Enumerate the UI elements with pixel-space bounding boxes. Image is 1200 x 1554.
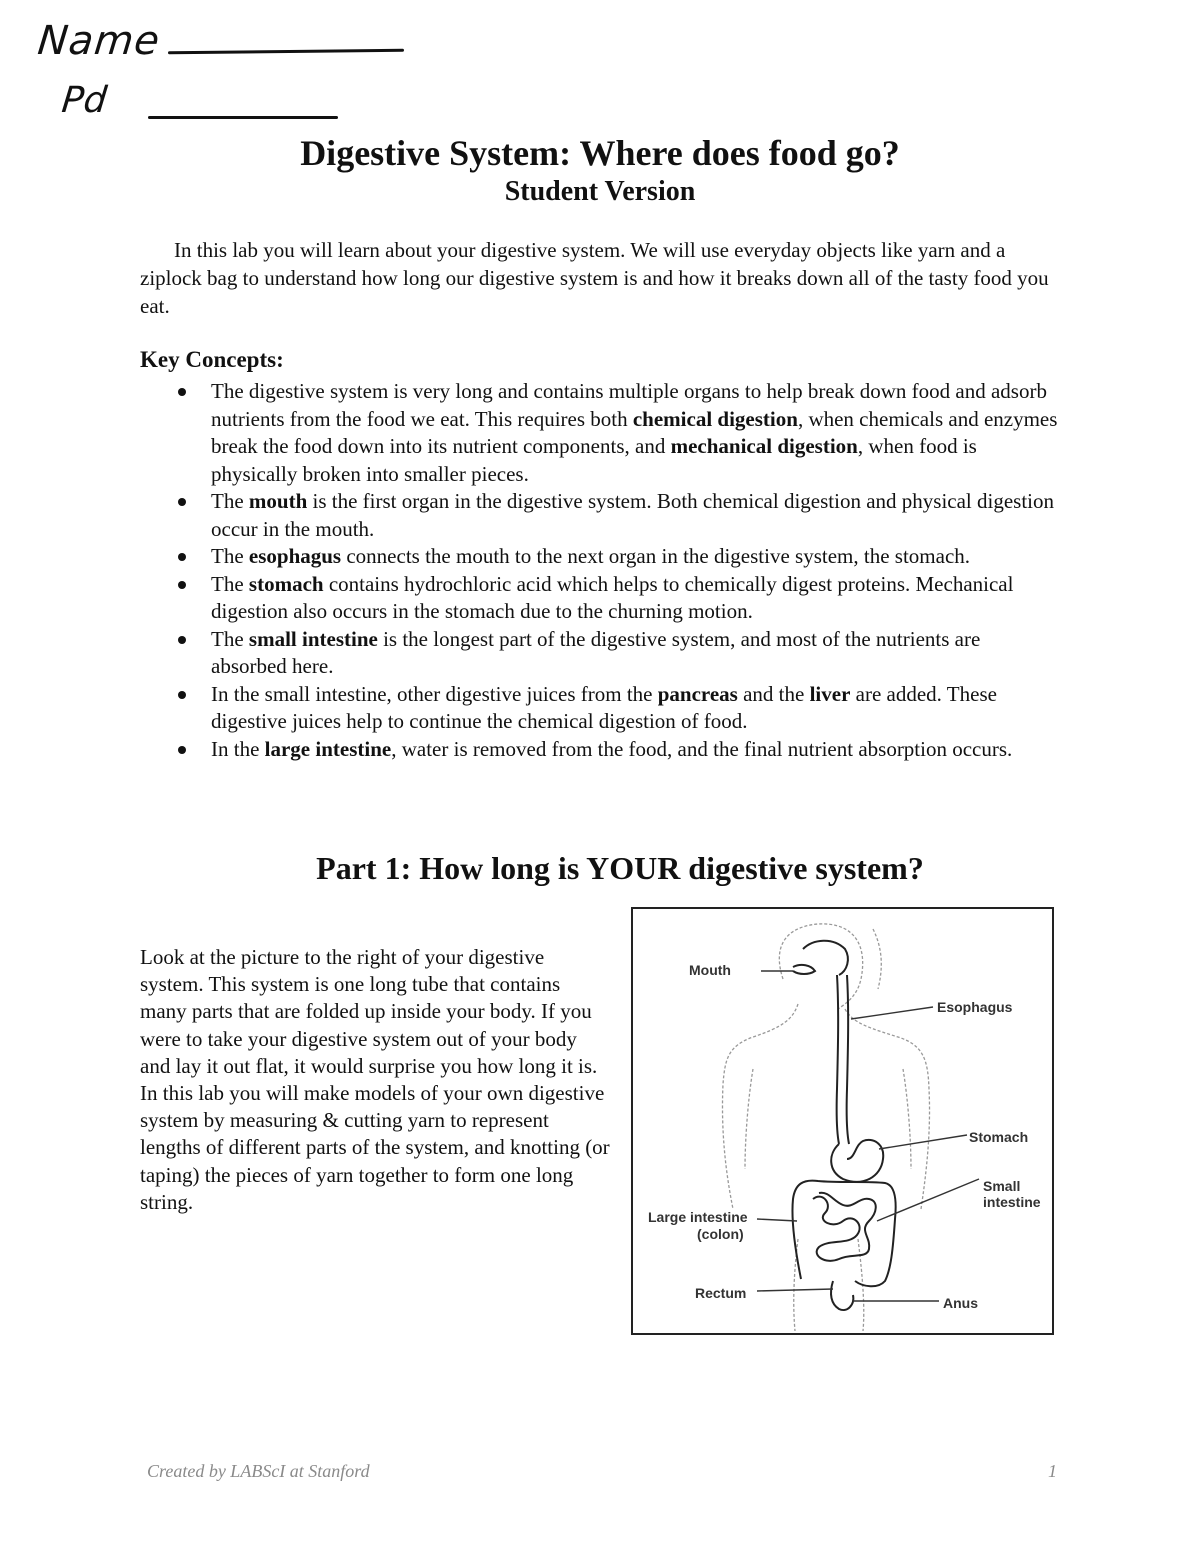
handwritten-name-label: Name — [35, 18, 163, 64]
page-number: 1 — [1048, 1461, 1057, 1481]
head-outline — [779, 924, 862, 1009]
key-concepts-heading: Key Concepts: — [140, 347, 284, 372]
document-title: Digestive System: Where does food go? — [300, 133, 900, 173]
back-outline — [873, 929, 881, 989]
label-large-intestine-line2: (colon) — [697, 1226, 744, 1242]
mouth-shape — [793, 965, 815, 974]
key-term: stomach — [248, 571, 324, 596]
concept-text: are added. These digestive juices help to continue the chemical digestion of food. — [211, 681, 997, 733]
key-term: small intestine — [248, 626, 378, 651]
label-rectum: Rectum — [695, 1285, 747, 1301]
nasal-cavity — [803, 941, 848, 975]
handwritten-period-label: Pd — [59, 80, 109, 121]
concept-text: is the longest part of the digestive system, and most of the nutrients are absorbed here. — [211, 626, 981, 678]
concept-text: In the small intestine, other digestive juices from the — [211, 681, 658, 706]
digestive-system-illustration — [633, 909, 1052, 1333]
name-blank-line[interactable] — [168, 49, 404, 54]
right-arm-outline — [903, 1069, 911, 1169]
key-concept-item — [140, 736, 1060, 764]
concept-text: and the — [737, 681, 810, 706]
key-concepts-list — [140, 378, 1060, 763]
esophagus-tube-outer — [847, 975, 849, 1144]
key-concept-item — [140, 378, 1060, 488]
period-blank-line[interactable] — [148, 116, 338, 119]
intro-paragraph: In this lab you will learn about your digestive system. We will use everyday objects like yarn and a ziplock bag to understand how long our digestive system is and how it breaks down all of the tasty food you eat. — [140, 238, 1049, 318]
concept-text: , when food is physically broken into smaller pieces. — [211, 434, 977, 486]
concept-text: The — [211, 489, 249, 513]
concept-text: The — [211, 571, 249, 596]
esophagus-tube — [837, 975, 839, 1144]
left-arm-outline — [745, 1069, 753, 1169]
key-concept-item — [140, 571, 1060, 626]
label-stomach: Stomach — [969, 1129, 1029, 1145]
key-term: liver — [809, 681, 851, 706]
footer-credit: Created by LABScI at Stanford — [147, 1461, 370, 1481]
label-anus: Anus — [943, 1295, 978, 1311]
key-concept-item — [140, 543, 1060, 571]
concept-text: In the — [211, 736, 265, 761]
key-concept-item — [140, 488, 1060, 543]
concept-text: , when chemicals and enzymes break the food down into its nutrient components, and — [211, 406, 1058, 458]
document-subtitle: Student Version — [504, 176, 696, 207]
digestive-system-diagram — [631, 907, 1054, 1335]
key-concept-item — [140, 626, 1060, 681]
label-mouth: Mouth — [689, 962, 731, 978]
key-term: chemical digestion — [632, 406, 798, 431]
concept-text: The — [211, 544, 249, 568]
concept-text: The digestive system is very long and contains multiple organs to help break down food and adsorb nutrients from the food we eat. This requires both — [211, 379, 1047, 431]
label-large-intestine-line1: Large intestine — [648, 1209, 748, 1225]
key-term: pancreas — [657, 681, 738, 706]
label-small-intestine-line2: intestine — [983, 1194, 1041, 1210]
part1-heading: Part 1: How long is YOUR digestive system? — [316, 850, 924, 886]
concept-text: is the first organ in the digestive system. Both chemical digestion and physical digestion occur in the mouth. — [211, 489, 1055, 541]
large-intestine-shape — [792, 1181, 895, 1287]
concept-text: connects the mouth to the next organ in the digestive system, the stomach. — [341, 544, 971, 568]
key-term: large intestine — [264, 736, 392, 761]
label-esophagus: Esophagus — [937, 999, 1013, 1015]
concept-text: contains hydrochloric acid which helps to chemically digest proteins. Mechanical digestion also occurs in the stomach due to the churning motion. — [211, 571, 1014, 623]
left-body-outline — [722, 1004, 798, 1209]
key-term: esophagus — [248, 544, 342, 568]
concept-text: , water is removed from the food, and the final nutrient absorption occurs. — [391, 736, 1013, 761]
small-intestine-coils — [813, 1193, 876, 1261]
rectum-shape — [831, 1281, 853, 1310]
label-small-intestine-line1: Small — [983, 1178, 1021, 1194]
stomach-shape — [831, 1140, 883, 1182]
key-term: mechanical digestion — [670, 434, 858, 458]
key-concept-item — [140, 681, 1060, 736]
part1-paragraph: Look at the picture to the right of your digestive system. This system is one long tube that contains many parts that are folded up inside your body. If you were to take your digestive system out of your body and lay it out flat, it would surprise you how long it is. In this lab you will make models of your own digestive system by measuring & cutting yarn to represent lengths of different parts of the system, and knotting (or taping) the pieces of yarn together to form one long string. — [140, 945, 610, 1214]
right-body-outline — [845, 1009, 930, 1209]
key-term: mouth — [248, 489, 308, 513]
concept-text: The — [211, 626, 249, 651]
